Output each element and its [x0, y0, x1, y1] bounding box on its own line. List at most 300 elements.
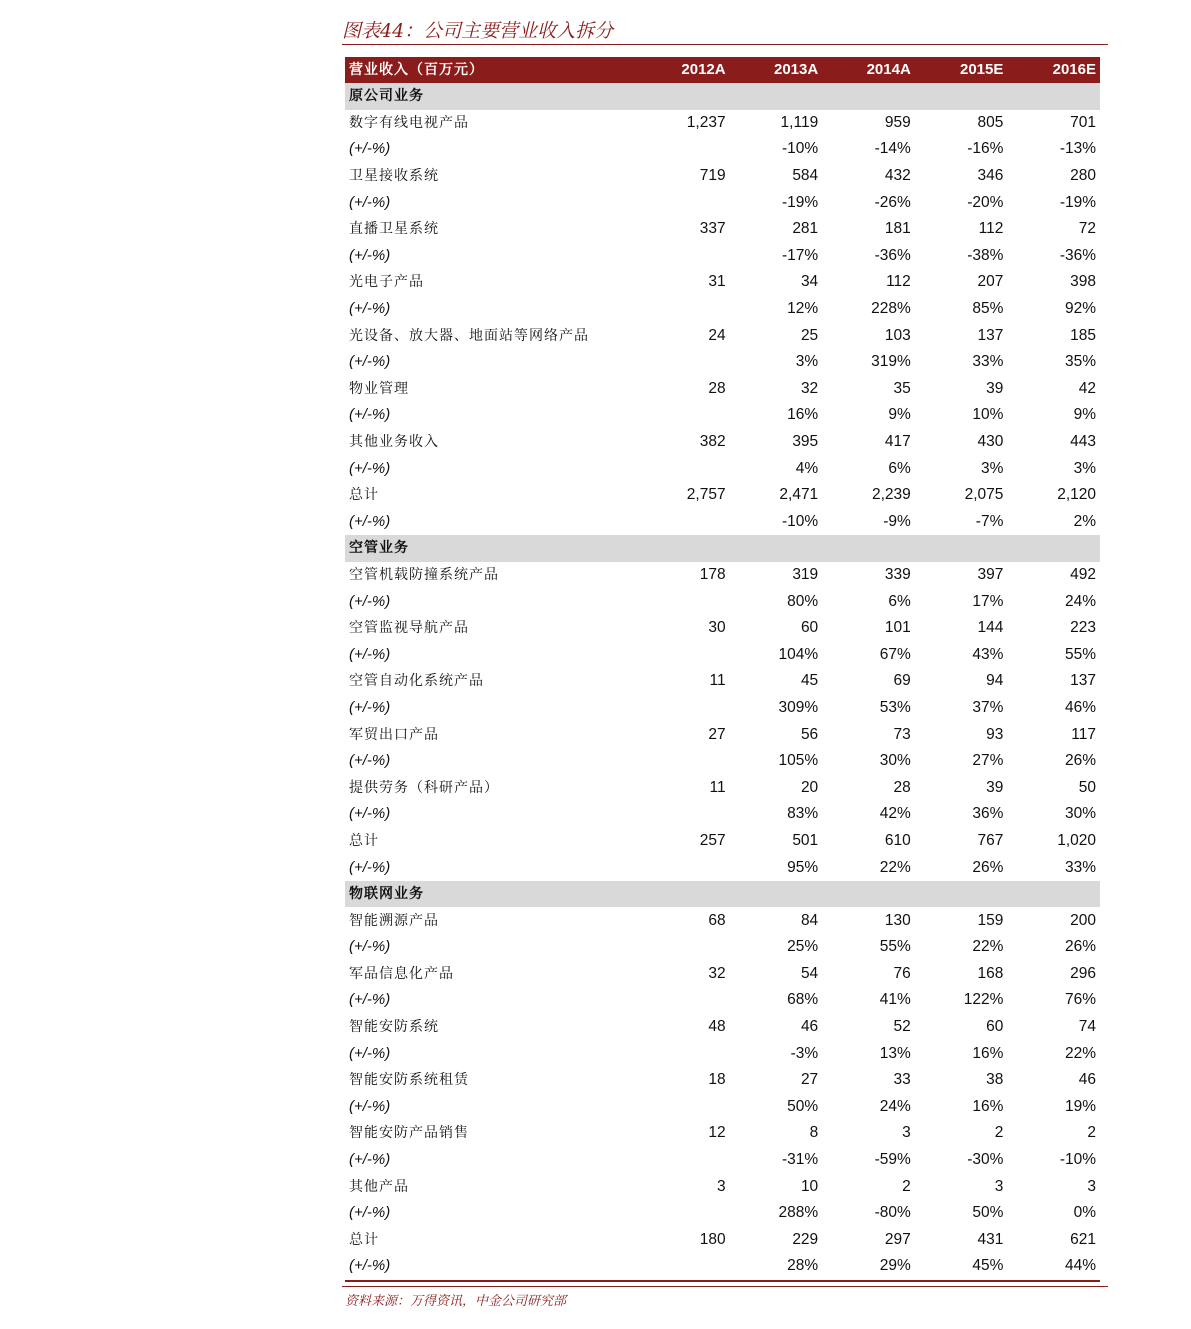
cell-value: 207 — [977, 273, 1004, 291]
row-label: (+/-%) — [349, 406, 391, 424]
cell-value: 257 — [699, 831, 726, 849]
table-row — [345, 774, 1100, 801]
row-label: (+/-%) — [349, 512, 391, 530]
cell-value: 339 — [884, 565, 911, 583]
table-row — [345, 934, 1100, 961]
row-label: 直播卫星系统 — [349, 221, 439, 238]
table-row — [345, 907, 1100, 934]
row-label: 其他产品 — [349, 1178, 409, 1195]
header-label: 营业收入（百万元） — [345, 57, 637, 83]
row-label: 总计 — [349, 832, 379, 849]
cell-value: -10% — [782, 512, 819, 530]
cell-value: 185 — [1070, 326, 1096, 344]
cell-value: 3 — [1087, 1177, 1096, 1195]
row-label: (+/-%) — [349, 246, 391, 264]
row-label: (+/-%) — [349, 1151, 391, 1169]
table-row — [345, 482, 1100, 509]
table-row — [345, 1147, 1100, 1174]
cell-value: 28 — [708, 379, 726, 397]
cell-value: 50% — [972, 1204, 1004, 1222]
cell-value: 16% — [787, 406, 819, 424]
cell-value: 24% — [1064, 592, 1096, 610]
cell-value: 85% — [972, 300, 1004, 318]
cell-value: 35 — [893, 379, 911, 397]
cell-value — [637, 588, 730, 615]
cell-value — [637, 296, 730, 323]
cell-value: 37% — [972, 698, 1004, 716]
cell-value: 32 — [708, 964, 726, 982]
cell-value: 33 — [893, 1071, 911, 1089]
cell-value: 9% — [888, 406, 911, 424]
table-row — [345, 562, 1100, 589]
table-row — [345, 1253, 1100, 1281]
row-label: (+/-%) — [349, 991, 391, 1009]
cell-value: -9% — [883, 512, 911, 530]
cell-value: 104% — [778, 645, 819, 663]
table-row — [345, 721, 1100, 748]
header-year: 2016E — [1007, 57, 1100, 83]
table-row — [345, 1200, 1100, 1227]
cell-value — [637, 1200, 730, 1227]
row-label: (+/-%) — [349, 858, 391, 876]
cell-value: 22% — [1064, 1044, 1096, 1062]
cell-value: 24% — [879, 1097, 911, 1115]
cell-value: 52 — [893, 1018, 911, 1036]
header-year: 2013A — [730, 57, 823, 83]
cell-value: 417 — [884, 433, 911, 451]
cell-value: 10% — [972, 406, 1004, 424]
cell-value: 3% — [980, 459, 1004, 477]
cell-value: 38 — [986, 1071, 1004, 1089]
cell-value: -10% — [1059, 1151, 1096, 1169]
cell-value: 42% — [879, 805, 911, 823]
table-row — [345, 615, 1100, 642]
cell-value: -26% — [874, 193, 911, 211]
cell-value: 33% — [1064, 858, 1096, 876]
cell-value: 137 — [977, 326, 1004, 344]
cell-value: 3 — [994, 1177, 1004, 1195]
row-label: (+/-%) — [349, 300, 391, 318]
table-row — [345, 961, 1100, 988]
cell-value: 73 — [893, 725, 911, 743]
cell-value: 20 — [800, 778, 819, 796]
table-row — [345, 376, 1100, 403]
cell-value — [637, 695, 730, 722]
cell-value: 1,119 — [780, 113, 819, 131]
cell-value: -38% — [967, 246, 1004, 264]
row-label: (+/-%) — [349, 353, 391, 371]
row-label: (+/-%) — [349, 938, 391, 956]
row-label: 数字有线电视产品 — [349, 114, 469, 131]
cell-value: 2,471 — [779, 486, 819, 504]
row-label: (+/-%) — [349, 698, 391, 716]
table-row — [345, 136, 1100, 163]
cell-value: 103 — [884, 326, 911, 344]
cell-value: 10 — [800, 1177, 819, 1195]
cell-value: 42 — [1078, 379, 1096, 397]
table-row — [345, 429, 1100, 456]
cell-value: 0% — [1073, 1204, 1096, 1222]
cell-value: -19% — [1059, 193, 1096, 211]
cell-value: 137 — [1070, 672, 1096, 690]
header-year: 2015E — [915, 57, 1008, 83]
row-label: (+/-%) — [349, 592, 391, 610]
table-row — [345, 987, 1100, 1014]
cell-value: 28% — [730, 1253, 823, 1281]
cell-value: 27% — [972, 752, 1004, 770]
cell-value: 48 — [708, 1018, 726, 1036]
cell-value — [637, 1147, 730, 1174]
cell-value — [637, 402, 730, 429]
cell-value: 229 — [792, 1230, 819, 1248]
table-row — [345, 349, 1100, 376]
cell-value: 16% — [972, 1097, 1004, 1115]
cell-value: 2,075 — [964, 486, 1004, 504]
cell-value: 83% — [787, 805, 819, 823]
cell-value: 26% — [972, 858, 1004, 876]
section-row — [345, 83, 1100, 110]
row-label: (+/-%) — [349, 1044, 391, 1062]
cell-value: 959 — [884, 113, 911, 131]
cell-value: 122% — [963, 991, 1004, 1009]
section-title: 物联网业务 — [345, 881, 1100, 908]
cell-value: 2 — [902, 1177, 911, 1195]
cell-value: 26% — [1064, 938, 1096, 956]
cell-value — [637, 509, 730, 536]
cell-value: 181 — [884, 220, 911, 238]
cell-value: 397 — [977, 565, 1004, 583]
cell-value: 30 — [708, 619, 726, 637]
cell-value: 492 — [1070, 565, 1096, 583]
row-label: 总计 — [349, 1231, 379, 1248]
table-row — [345, 1014, 1100, 1041]
cell-value: 280 — [1070, 167, 1096, 185]
row-label: 物业管理 — [349, 380, 409, 397]
cell-value: 584 — [792, 167, 819, 185]
row-label: 军贸出口产品 — [349, 726, 439, 743]
cell-value: 288% — [778, 1204, 819, 1222]
table-row — [345, 668, 1100, 695]
cell-value: 309% — [778, 698, 819, 716]
cell-value: 443 — [1070, 433, 1096, 451]
cell-value: 168 — [977, 964, 1004, 982]
cell-value: 398 — [1070, 273, 1096, 291]
cell-value: 382 — [699, 433, 726, 451]
cell-value: 16% — [972, 1044, 1004, 1062]
cell-value: 501 — [792, 831, 819, 849]
cell-value: 45% — [915, 1253, 1008, 1281]
cell-value — [637, 1253, 730, 1281]
cell-value: 39 — [986, 379, 1004, 397]
cell-value: 337 — [699, 220, 726, 238]
cell-value: 46% — [1064, 698, 1096, 716]
cell-value: 430 — [977, 433, 1004, 451]
cell-value — [637, 243, 730, 270]
cell-value — [637, 987, 730, 1014]
cell-value: -17% — [782, 246, 819, 264]
cell-value: 12% — [787, 300, 819, 318]
cell-value: 25 — [800, 326, 819, 344]
cell-value: 8 — [809, 1124, 819, 1142]
cell-value: 13% — [879, 1044, 911, 1062]
cell-value: 3% — [1073, 459, 1096, 477]
cell-value: 31 — [708, 273, 726, 291]
cell-value: 27 — [708, 725, 726, 743]
cell-value: 2% — [1073, 512, 1096, 530]
cell-value: 45 — [800, 672, 819, 690]
cell-value: -59% — [874, 1151, 911, 1169]
row-label: 光电子产品 — [349, 274, 424, 291]
table-row — [345, 1094, 1100, 1121]
cell-value: 805 — [977, 113, 1004, 131]
cell-value: 112 — [978, 220, 1004, 238]
cell-value: 95% — [787, 858, 819, 876]
section-row — [345, 535, 1100, 562]
cell-value: -80% — [874, 1204, 911, 1222]
cell-value: 67% — [879, 645, 911, 663]
cell-value: -36% — [874, 246, 911, 264]
cell-value: -7% — [975, 512, 1004, 530]
cell-value — [637, 455, 730, 482]
table-row — [345, 695, 1100, 722]
cell-value: 92% — [1064, 300, 1096, 318]
cell-value: 25% — [787, 938, 819, 956]
cell-value: -36% — [1059, 246, 1096, 264]
table-row — [345, 163, 1100, 190]
table-row — [345, 748, 1100, 775]
table-row — [345, 1227, 1100, 1254]
cell-value: 228% — [871, 300, 911, 318]
table-row — [345, 1067, 1100, 1094]
cell-value: -30% — [967, 1151, 1004, 1169]
row-label: 智能安防系统 — [349, 1019, 439, 1036]
row-label: 总计 — [349, 487, 379, 504]
row-label: 智能安防系统租赁 — [349, 1072, 469, 1089]
cell-value: 223 — [1070, 619, 1096, 637]
row-label: (+/-%) — [349, 645, 391, 663]
cell-value: 319% — [871, 353, 911, 371]
table-row — [345, 1120, 1100, 1147]
cell-value: 27 — [800, 1071, 819, 1089]
cell-value: 68% — [787, 991, 819, 1009]
cell-value: 2 — [994, 1124, 1004, 1142]
cell-value: 17% — [972, 592, 1004, 610]
row-label: (+/-%) — [349, 193, 391, 211]
cell-value: 3% — [795, 353, 819, 371]
cell-value: 281 — [792, 220, 819, 238]
cell-value: 84 — [800, 911, 819, 929]
cell-value: 159 — [977, 911, 1004, 929]
cell-value: 3 — [716, 1177, 726, 1195]
figure-title: 图表44：公司主要营业收入拆分 — [342, 20, 614, 42]
cell-value: 144 — [977, 619, 1004, 637]
cell-value: 74 — [1078, 1018, 1096, 1036]
row-label: 卫星接收系统 — [349, 168, 439, 185]
cell-value: 11 — [709, 778, 726, 796]
cell-value: 432 — [884, 167, 911, 185]
cell-value: 610 — [884, 831, 911, 849]
cell-value: 29% — [822, 1253, 915, 1281]
table-header — [345, 57, 1100, 83]
cell-value: 431 — [977, 1230, 1004, 1248]
cell-value: 32 — [800, 379, 819, 397]
cell-value: -10% — [782, 140, 819, 158]
cell-value: 55% — [1064, 645, 1096, 663]
cell-value: 18 — [708, 1071, 726, 1089]
cell-value: 46 — [1078, 1071, 1096, 1089]
cell-value: 22% — [879, 858, 911, 876]
row-label: 其他业务收入 — [349, 434, 439, 451]
cell-value — [637, 641, 730, 668]
cell-value: 76 — [893, 964, 911, 982]
cell-value: 4% — [795, 459, 819, 477]
cell-value: 55% — [879, 938, 911, 956]
cell-value: 46 — [800, 1018, 819, 1036]
source-note: 资料来源：万得资讯，中金公司研究部 — [345, 1294, 567, 1309]
cell-value — [637, 934, 730, 961]
table-row — [345, 1040, 1100, 1067]
cell-value: 296 — [1070, 964, 1096, 982]
table-row — [345, 588, 1100, 615]
cell-value: 53% — [879, 698, 911, 716]
cell-value: 50% — [787, 1097, 819, 1115]
row-label: (+/-%) — [349, 805, 391, 823]
row-label: (+/-%) — [345, 1253, 637, 1281]
cell-value: 346 — [977, 167, 1004, 185]
row-label: (+/-%) — [349, 1097, 391, 1115]
row-label: 军品信息化产品 — [349, 965, 454, 982]
cell-value: 767 — [977, 831, 1004, 849]
cell-value: 30% — [879, 752, 911, 770]
cell-value: 9% — [1073, 406, 1096, 424]
cell-value: 3 — [902, 1124, 911, 1142]
cell-value: 60 — [986, 1018, 1004, 1036]
row-label: 智能安防产品销售 — [349, 1125, 469, 1142]
row-label: 空管自动化系统产品 — [349, 673, 484, 690]
cell-value — [637, 136, 730, 163]
cell-value — [637, 854, 730, 881]
cell-value: -3% — [790, 1044, 819, 1062]
cell-value: 130 — [884, 911, 911, 929]
row-label: (+/-%) — [349, 140, 391, 158]
cell-value: 719 — [699, 167, 726, 185]
cell-value: 1,020 — [1057, 831, 1096, 849]
cell-value: 101 — [884, 619, 911, 637]
cell-value: 297 — [884, 1230, 911, 1248]
cell-value: 26% — [1064, 752, 1096, 770]
row-label: 提供劳务（科研产品） — [349, 779, 499, 796]
table-row — [345, 269, 1100, 296]
cell-value: 112 — [886, 273, 911, 291]
cell-value: 180 — [699, 1230, 726, 1248]
table-row — [345, 828, 1100, 855]
cell-value — [637, 801, 730, 828]
cell-value — [637, 189, 730, 216]
cell-value: 105% — [778, 752, 819, 770]
cell-value: 1,237 — [686, 113, 726, 131]
table-row — [345, 322, 1100, 349]
section-title: 空管业务 — [345, 535, 1100, 562]
row-label: 智能溯源产品 — [349, 912, 439, 929]
cell-value: -31% — [782, 1151, 819, 1169]
cell-value: 54 — [800, 964, 819, 982]
table-row — [345, 243, 1100, 270]
cell-value: 35% — [1064, 353, 1096, 371]
cell-value: 30% — [1064, 805, 1096, 823]
cell-value: 76% — [1064, 991, 1096, 1009]
cell-value: 41% — [879, 991, 911, 1009]
cell-value: 2,120 — [1057, 486, 1096, 504]
title-divider — [342, 44, 1108, 45]
header-year: 2012A — [637, 57, 730, 83]
cell-value — [637, 748, 730, 775]
cell-value: 621 — [1070, 1230, 1096, 1248]
cell-value: 80% — [787, 592, 819, 610]
table-row — [345, 402, 1100, 429]
table-row — [345, 216, 1100, 243]
section-title: 原公司业务 — [345, 83, 1100, 110]
row-label: 空管机载防撞系统产品 — [349, 566, 499, 583]
cell-value: 395 — [792, 433, 819, 451]
table-row — [345, 1173, 1100, 1200]
cell-value: 6% — [888, 592, 911, 610]
table-row — [345, 455, 1100, 482]
table-row — [345, 854, 1100, 881]
row-label: (+/-%) — [349, 459, 391, 477]
cell-value: 44% — [1007, 1253, 1100, 1281]
row-label: 光设备、放大器、地面站等网络产品 — [349, 327, 589, 344]
row-label: 空管监视导航产品 — [349, 620, 469, 637]
cell-value: 701 — [1070, 113, 1096, 131]
cell-value: 200 — [1070, 911, 1096, 929]
cell-value: 178 — [699, 565, 726, 583]
cell-value — [637, 349, 730, 376]
row-label: (+/-%) — [349, 1204, 391, 1222]
table-body — [345, 83, 1100, 1281]
cell-value — [637, 1094, 730, 1121]
cell-value: -14% — [874, 140, 911, 158]
table-row — [345, 509, 1100, 536]
source-divider — [342, 1286, 1108, 1287]
cell-value — [637, 1040, 730, 1067]
cell-value: 19% — [1064, 1097, 1096, 1115]
cell-value: 94 — [986, 672, 1004, 690]
header-year: 2014A — [822, 57, 915, 83]
cell-value: 56 — [800, 725, 819, 743]
cell-value: 50 — [1078, 778, 1096, 796]
cell-value: 60 — [800, 619, 819, 637]
cell-value: 28 — [893, 778, 911, 796]
cell-value: 11 — [709, 672, 726, 690]
cell-value: 2,239 — [871, 486, 911, 504]
cell-value: 68 — [708, 911, 726, 929]
cell-value: 39 — [986, 778, 1004, 796]
table-row — [345, 801, 1100, 828]
cell-value: 43% — [972, 645, 1004, 663]
cell-value: -13% — [1059, 140, 1096, 158]
table-row — [345, 641, 1100, 668]
cell-value: 12 — [708, 1124, 726, 1142]
row-label: (+/-%) — [349, 752, 391, 770]
cell-value: 72 — [1078, 220, 1096, 238]
cell-value: -16% — [967, 140, 1004, 158]
cell-value: 2,757 — [686, 486, 726, 504]
table-row — [345, 296, 1100, 323]
cell-value: -19% — [782, 193, 819, 211]
cell-value: -20% — [967, 193, 1004, 211]
cell-value: 24 — [708, 326, 726, 344]
table-row — [345, 189, 1100, 216]
